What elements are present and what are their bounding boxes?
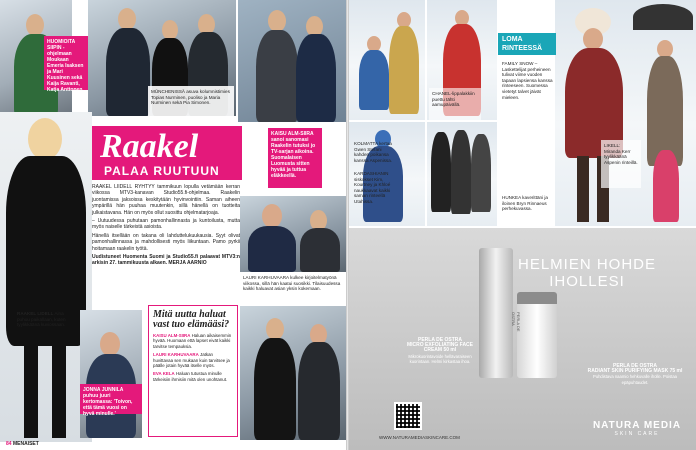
photo-fur-hat-woman xyxy=(555,0,633,226)
caption-kardashian: KARDASHIANIN siskokset Kim, Kourtney ja Khloé naukkaavat kaikki saman rinteellä Utahissa. xyxy=(354,171,391,204)
photo-couple-top-right xyxy=(238,0,346,122)
caption-jonna: JONNA JUNNILA puhuu juuri kertomassa: 'Toivon, että tämä vuosi on hyvä minulle.' xyxy=(80,384,142,414)
ad-product-1: PERLA DE OSTRA MICRO EXFOLIATING FACE CREAM 50 ml Mikrokuorintavoide hellävaraiseen kuorintaan. Helmi kirkastaa ihoa. xyxy=(406,337,474,364)
ad-brand-logo: NATURA MEDIA SKIN CARE xyxy=(592,420,682,437)
magazine-name-left: MENAISET xyxy=(12,441,39,447)
ad-product-2: PERLA DE OSTRA RADIANT SKIN PURIFYING MASK 75 ml Puhdistava naamio hehkuvalle iholle. Poistaa epäpuhtaudet. xyxy=(587,363,683,385)
page-footer-left xyxy=(6,441,39,447)
photo-two-men xyxy=(240,196,346,272)
photo-man-lower-left xyxy=(80,310,142,438)
quote-item: EVA KELA Haluan tutustua minulle tärkeisiin ihmisiin mitä olen unohtanut. xyxy=(153,371,228,382)
quote-item: LAURI KARHUVAARA Jatkan huvittavaa sen mukaan kuin tarvitsee ja päälle jotain hyvää itselle myös. xyxy=(153,352,230,369)
photo-couple-lower-right xyxy=(240,306,346,440)
caption-lindsay: LIKELL: Miranda Kerr tyylikkäänä Aspenin rinteillä. xyxy=(601,140,641,188)
product-bottle-tall xyxy=(479,248,513,378)
quote-box-title: Mitä uutta haluat vast tuo elämääsi? xyxy=(153,309,230,330)
caption-hailey: HUNKEA kaverittäni ja iloinen Bryn Rinnaeus perhekuvassa. xyxy=(499,192,555,222)
qr-code[interactable] xyxy=(394,402,422,430)
loma-tag: LOMA RINTEESSÄ xyxy=(498,33,556,55)
advertisement xyxy=(349,228,696,450)
photo-raakel-main xyxy=(0,112,92,442)
photo-umbrella xyxy=(633,0,696,226)
headline-subtitle: PALAA RUUTUUN xyxy=(104,164,220,178)
headline-title: Raakel xyxy=(100,128,199,165)
product-jar: PERLA DE OSTRA xyxy=(517,292,557,378)
caption-raakel: RAAKEL LIDELL Aina puhuu paikallaan, kuten tyylikkäänä kuviossaan. xyxy=(17,311,66,328)
article-quote: – Uutuudessa puhutaan pamonhallinnasta ja kuntoilusta, mutta myös naiselle tärkeistä asioista. xyxy=(92,218,240,231)
headline-block xyxy=(92,126,242,180)
article-more: Hänellä itsellään on takana oli lahduttelukuukausia. Syyt olivat pamonhallinnassa ja mahdollisesti myös liikuntaan. Pamo pyrkii hoitamaan raakelin työtä. xyxy=(92,232,240,252)
caption-kids: KOLMATTA kertaa Gwen Stefani kahden poikansa kanssa Aspenissa. xyxy=(354,141,393,163)
caption-lauri: LAURI KARHUVAARA kulkee kirjoitelmatyönä viikossa, sillä hän kaatui suosikki. Tilaisuudessa kaikki haluavat asian yksin kokemaan. xyxy=(240,272,346,302)
quote-box xyxy=(148,305,238,437)
left-page xyxy=(0,0,346,450)
ad-url[interactable]: WWW.NATURAMEDIASKINCARE.COM xyxy=(379,435,460,440)
ad-headline: HELMIEN HOHDE IHOLLESI xyxy=(517,256,657,290)
article-body xyxy=(92,184,240,302)
page-number-left: 84 xyxy=(6,441,12,447)
photo-family-ski xyxy=(349,0,425,120)
quote-item: KAISU ALM-SIIRA Haluan aikaisemmin hyvää. Huomaan että lapset eivät kaikki tarvitse tempauksia. xyxy=(153,333,232,349)
article-end: Uudistuneet Huomenta Suomi ja Studio55.fi palaavat MTV3:n arkisin 27. tammikuusta alkaen. MERJA AARNIO xyxy=(92,254,240,267)
caption-top-left: HUOMIOITA SIIPIN - ohjelmaan Moukaan Emeria Isaksen ja Mari Kuusinen sekä Kaija Ravanti, Katja Anttonen. xyxy=(44,36,88,90)
caption-family-text: FAMILY SNOW – Laskettelijat perheineen tulivat viime vuoden tapaan lapsiensa kanssa rinteeseen. Suomessa vietetyt talvet jäivät mieleen. xyxy=(499,58,559,218)
caption-chanel: CHANEL-lippalakkiin puettu tähti aamupäivällä. xyxy=(429,88,481,120)
article-intro: RAAKEL LIIDELL RYHTYY tammikuun lopulla vetämään kerran viikossa MTV3-kanavan Studio55.fi-ohjelmaa. Raakelin juontamissa jaksoissa keskitytään hyvinvointiin. Saman aiheen ympärillä hän puuhaa muutenkin, sillä hänellä on tuotteita julkaistavana. Hän on myös ollut suosittu ohjelmatarjoaja. xyxy=(92,184,240,216)
caption-kaisu: KAISU ALM-SIIRA sanoi sanomasi Raakelin tutuksi jo TV-sarjan aikoina. Suomalaisen Luomusta sitten hyvää ja tuttua eläkkeellä. xyxy=(268,128,322,188)
photo-group-ski xyxy=(427,122,497,226)
caption-munich: MÜNCHENISSÄ asuva kolumnistimies Topias Nurminen, puoliso ja Maria Nurminen sekä Pia Simonen. xyxy=(148,86,234,116)
